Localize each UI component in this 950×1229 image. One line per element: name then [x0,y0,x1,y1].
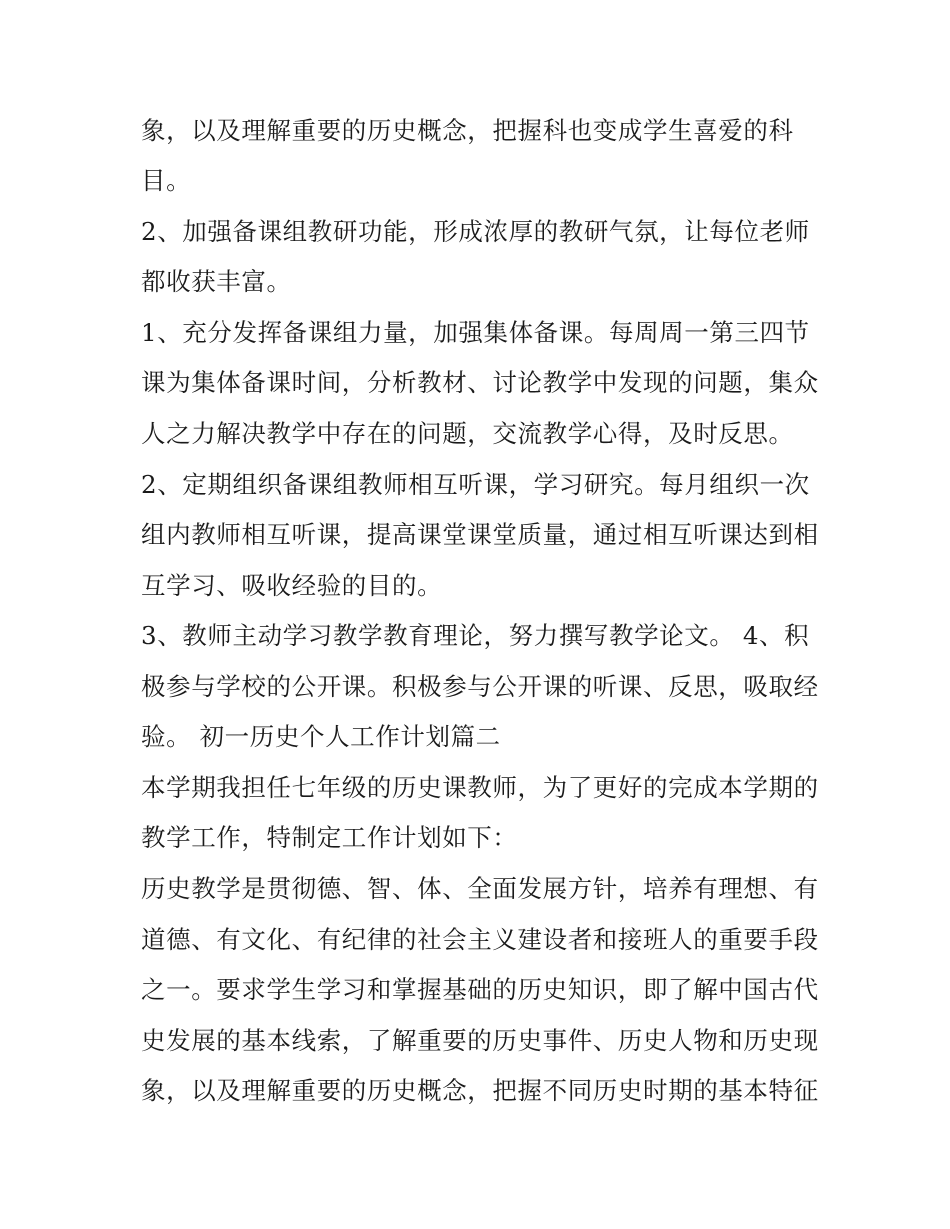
text-line: 象，以及理解重要的历史概念，把握不同历史时期的基本特征 [141,1076,819,1105]
text-line: 3、教师主动学习教学教育理论，努力撰写教学论文。 4、积 [141,621,810,650]
text-line: 互学习、吸收经验的目的。 [141,571,443,600]
text-line: 道德、有文化、有纪律的社会主义建设者和接班人的重要手段 [141,925,819,954]
text-line: 之一。要求学生学习和掌握基础的历史知识，即了解中国古代 [141,975,819,1004]
text-line: 极参与学校的公开课。积极参与公开课的听课、反思，吸取经 [141,672,819,701]
text-line: 历史教学是贯彻德、智、体、全面发展方针，培养有理想、有 [141,874,819,903]
text-line: 本学期我担任七年级的历史课教师，为了更好的完成本学期的 [141,773,819,802]
text-line: 人之力解决教学中存在的问题，交流教学心得，及时反思。 [141,419,794,448]
text-line: 2、加强备课组教研功能，形成浓厚的教研气氛，让每位老师 [141,217,810,246]
text-line: 2、定期组织备课组教师相互听课，学习研究。每月组织一次 [141,470,810,499]
text-line: 史发展的基本线索，了解重要的历史事件、历史人物和历史现 [141,1026,819,1055]
text-line: 教学工作，特制定工作计划如下： [141,823,518,852]
text-line: 课为集体备课时间，分析教材、讨论教学中发现的问题，集众 [141,368,819,397]
text-line: 验。 初一历史个人工作计划篇二 [141,722,501,751]
text-line: 都收获丰富。 [141,267,292,296]
text-line: 象，以及理解重要的历史概念，把握科也变成学生喜爱的科 [141,116,794,145]
text-line: 1、充分发挥备课组力量，加强集体备课。每周周一第三四节 [141,318,810,347]
text-line: 目。 [141,166,192,195]
text-line: 组内教师相互听课，提高课堂课堂质量，通过相互听课达到相 [141,520,819,549]
